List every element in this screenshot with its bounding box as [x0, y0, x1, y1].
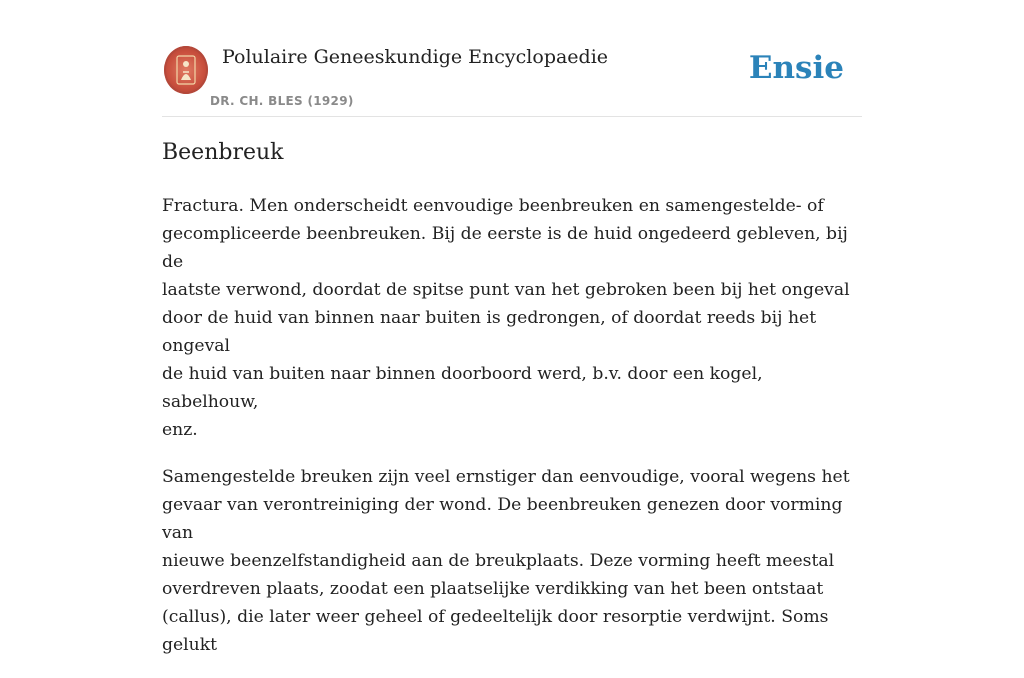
paragraph-2-line: Samengestelde breuken zijn veel ernstiger dan eenvoudige, vooral wegens het	[162, 467, 850, 487]
paragraph-1-line: enz.	[162, 420, 198, 440]
paragraph-1-line: laatste verwond, doordat de spitse punt van het gebroken been bij het ongeval	[162, 280, 850, 300]
paragraph-2-line: nieuwe beenzelfstandigheid aan de breukplaats. Deze vorming heeft meestal	[162, 551, 835, 571]
paragraph-1	[162, 192, 862, 444]
book-title[interactable]: Polulaire Geneeskundige Encyclopaedie	[222, 46, 609, 68]
paragraph-1-line: gecompliceerde beenbreuken. Bij de eerste is de huid ongedeerd gebleven, bij de	[162, 224, 848, 272]
paragraph-1-line: Fractura. Men onderscheidt eenvoudige beenbreuken en samengestelde- of	[162, 196, 824, 216]
article-body	[162, 192, 862, 678]
paragraph-2	[162, 463, 862, 659]
paragraph-2-line: (callus), die later weer geheel of gedeeltelijk door resorptie verdwijnt. Soms gelukt	[162, 607, 829, 655]
paragraph-1-line: door de huid van binnen naar buiten is gedrongen, of doordat reeds bij het ongeval	[162, 308, 817, 356]
header	[162, 40, 862, 117]
paragraph-2-line: overdreven plaats, zoodat een plaatselijke verdikking van het been ontstaat	[162, 579, 824, 599]
book-cover-icon[interactable]	[164, 46, 208, 94]
paragraph-2-line: gevaar van verontreiniging der wond. De beenbreuken genezen door vorming van	[162, 495, 843, 543]
brand-logo[interactable]: Ensie	[748, 50, 844, 86]
book-cover-emblem	[164, 46, 208, 94]
paragraph-1-line: de huid van buiten naar binnen doorboord werd, b.v. door een kogel, sabelhouw,	[162, 364, 763, 412]
article-title: Beenbreuk	[162, 140, 284, 165]
book-author: DR. CH. BLES (1929)	[210, 94, 354, 108]
